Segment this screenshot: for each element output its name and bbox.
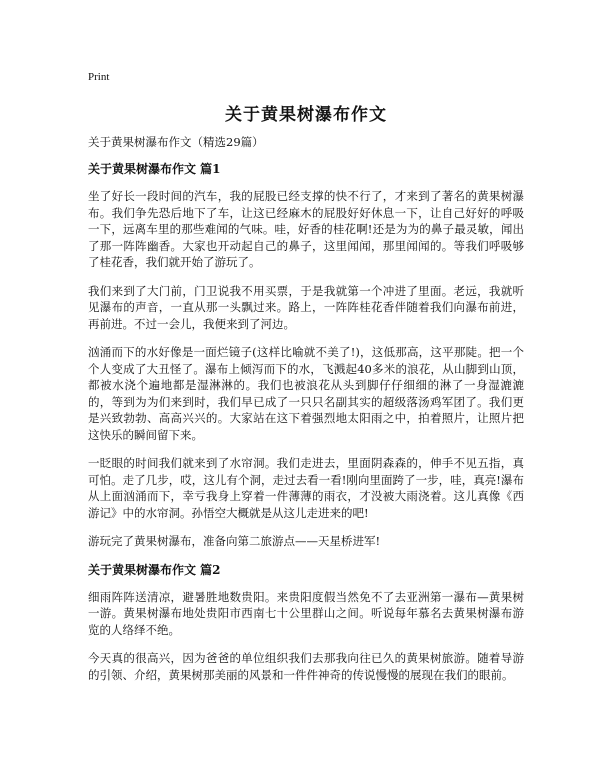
section-2 [88,562,524,684]
document-subtitle: 关于黄果树瀑布作文（精选29篇） [88,135,264,149]
section-heading: 关于黄果树瀑布作文 篇2 [88,562,221,577]
paragraph: 汹涌而下的水好像是一面烂镜子(这样比喻就不美了!)，这低那高，这平那陡。把一个个人变成了大丑怪了。瀑布上倾泻而下的水，飞溅起40多米的浪花，从山脚到山顶，都被水浇个遍地都是湿淋淋的。我们也被浪花从头到脚仔仔细细的淋了一身湿漉漉的，等到为为们来到时，我们早已成了一只只名副其实的超级落汤鸡军团了。我们更是兴致勃勃、高高兴兴的。大家站在这下着强烈地太阳雨之中，拍着照片，让照片把这快乐的瞬间留下来。 [88,345,524,442]
paragraph: 细雨阵阵送清凉，避暑胜地数贵阳。来贵阳度假当然免不了去亚洲第一瀑布—黄果树一游。黄果树瀑布地处贵阳市西南七十公里群山之间。听说每年慕名去黄果树瀑布游览的人络绎不绝。 [88,589,524,637]
print-label[interactable]: Print [88,71,110,83]
section-heading: 关于黄果树瀑布作文 篇1 [88,162,221,176]
paragraph: 坐了好长一段时间的汽车，我的屁股已经支撑的快不行了，才来到了著名的黄果树瀑布。我们争先恐后地下了车，让这已经麻木的屁股好好休息一下，让自己好好的呼吸一下，远离车里的那些难闻的气味。哇，好香的桂花啊!还是为为的鼻子最灵敏，闻出了那一阵阵幽香。大家也开动起自己的鼻子，这里闻闻，那里闻闻的。等我们呼吸够了桂花香，我们就开始了游玩了。 [88,189,524,269]
paragraph: 一眨眼的时间我们就来到了水帘洞。我们走进去，里面阴森森的，伸手不见五指，真可怕。走了几步，哎，这儿有个洞，走过去看一看!刚向里面跨了一步，哇，真亮!瀑布从上面汹涌而下，幸亏我身上穿着一件薄薄的雨衣，才没被大雨浇着。这儿真像《西游记》中的水帘洞。孙悟空大概就是从这儿走进来的吧! [88,456,524,520]
document-body [88,134,524,695]
document-title: 关于黄果树瀑布作文 [225,105,387,125]
paragraph: 今天真的很高兴，因为爸爸的单位组织我们去那我向往已久的黄果树旅游。随着导游的引领、介绍，黄果树那美丽的风景和一件件神奇的传说慢慢的展现在我们的眼前。 [88,651,524,682]
section-1 [88,161,524,550]
paragraph: 我们来到了大门前，门卫说我不用买票，于是我就第一个冲进了里面。老远，我就听见瀑布的声音，一直从那一头飘过来。路上，一阵阵桂花香伴随着我们向瀑布前进，再前进。不过一会儿，我便来到了河边。 [88,283,524,331]
paragraph: 游玩完了黄果树瀑布，准备向第二旅游点——天星桥进军! [88,534,381,548]
